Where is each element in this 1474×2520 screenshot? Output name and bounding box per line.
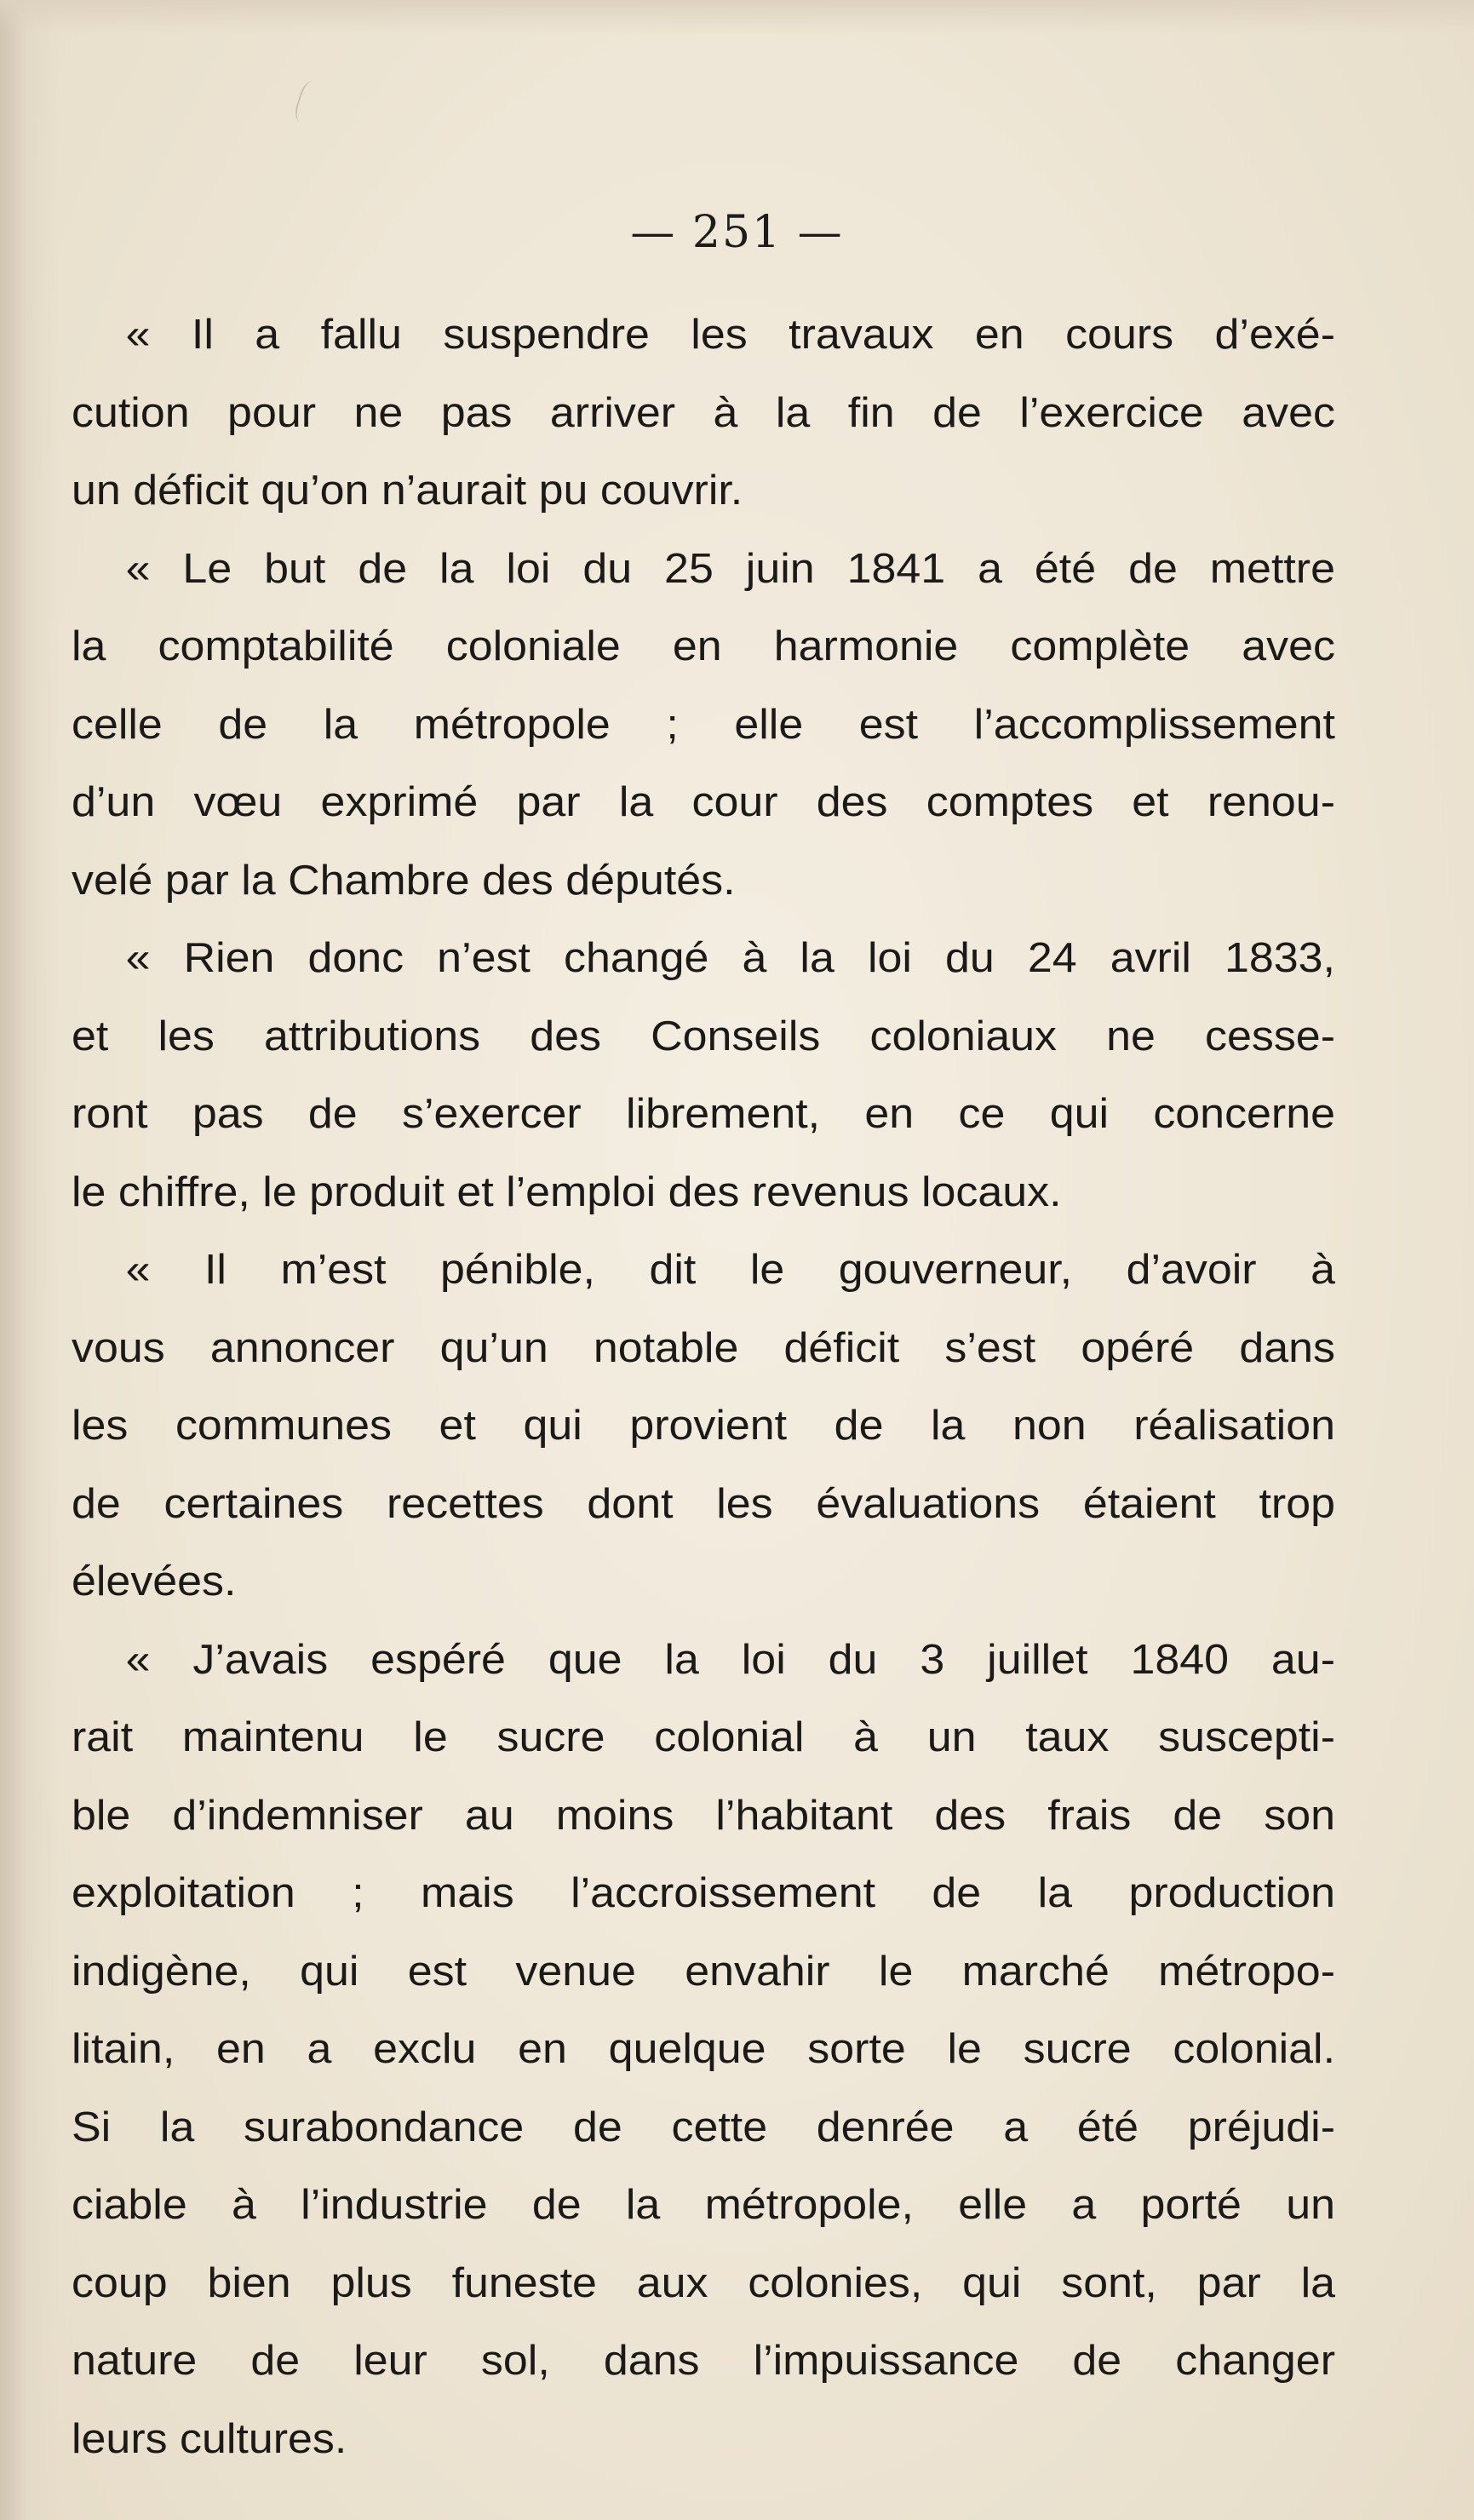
text-line: élevées.: [72, 1558, 237, 1604]
text-line: les communes et qui provient de la non réalisation: [72, 1403, 1335, 1449]
text-line: « Le but de la loi du 25 juin 1841 a été de mettre: [125, 545, 1335, 592]
text-line: vous annoncer qu’un notable déficit s’est opéré dans: [72, 1324, 1335, 1371]
body-text: [72, 296, 1335, 2478]
binding-shadow: [0, 0, 60, 2520]
text-line: indigène, qui est venue envahir le marché métropo-: [72, 1948, 1335, 1995]
text-line: un déficit qu’on n’aurait pu couvrir.: [72, 468, 743, 514]
text-line: la comptabilité coloniale en harmonie complète avec: [72, 623, 1335, 669]
text-line: le chiffre, le produit et l’emploi des revenus locaux.: [72, 1168, 1062, 1215]
text-line: cution pour ne pas arriver à la fin de l’exercice avec: [72, 389, 1335, 436]
text-line: et les attributions des Conseils coloniaux ne cesse-: [72, 1013, 1335, 1059]
text-line: exploitation ; mais l’accroissement de la production: [72, 1870, 1335, 1916]
text-line: « J’avais espéré que la loi du 3 juillet 1840 au-: [125, 1636, 1335, 1683]
text-line: « Rien donc n’est changé à la loi du 24 avril 1833,: [125, 935, 1335, 981]
text-line: ront pas de s’exercer librement, en ce qui concerne: [72, 1091, 1335, 1137]
text-line: litain, en a exclu en quelque sorte le sucre colonial.: [72, 2026, 1335, 2072]
text-line: nature de leur sol, dans l’impuissance de changer: [72, 2338, 1335, 2384]
page-number: — 251 —: [630, 207, 844, 258]
text-line: d’un vœu exprimé par la cour des comptes et renou-: [72, 779, 1335, 825]
text-line: « Il m’est pénible, dit le gouverneur, d’avoir à: [125, 1247, 1335, 1293]
text-line: celle de la métropole ; elle est l’accomplissement: [72, 701, 1335, 748]
text-line: « Il a fallu suspendre les travaux en cours d’exé-: [125, 312, 1335, 358]
text-line: de certaines recettes dont les évaluations étaient trop: [72, 1480, 1335, 1527]
text-line: rait maintenu le sucre colonial à un taux suscepti-: [72, 1714, 1335, 1760]
text-line: Si la surabondance de cette denrée a été préjudi-: [72, 2104, 1335, 2150]
text-line: ciable à l’industrie de la métropole, elle a porté un: [72, 2182, 1335, 2228]
text-line: leurs cultures.: [72, 2415, 347, 2462]
text-line: velé par la Chambre des députés.: [72, 857, 736, 904]
text-line: coup bien plus funeste aux colonies, qui sont, par la: [72, 2259, 1335, 2306]
text-line: ble d’indemniser au moins l’habitant des frais de son: [72, 1792, 1335, 1839]
top-edge-shadow: [0, 0, 1474, 34]
stray-pencil-mark: [292, 79, 324, 126]
